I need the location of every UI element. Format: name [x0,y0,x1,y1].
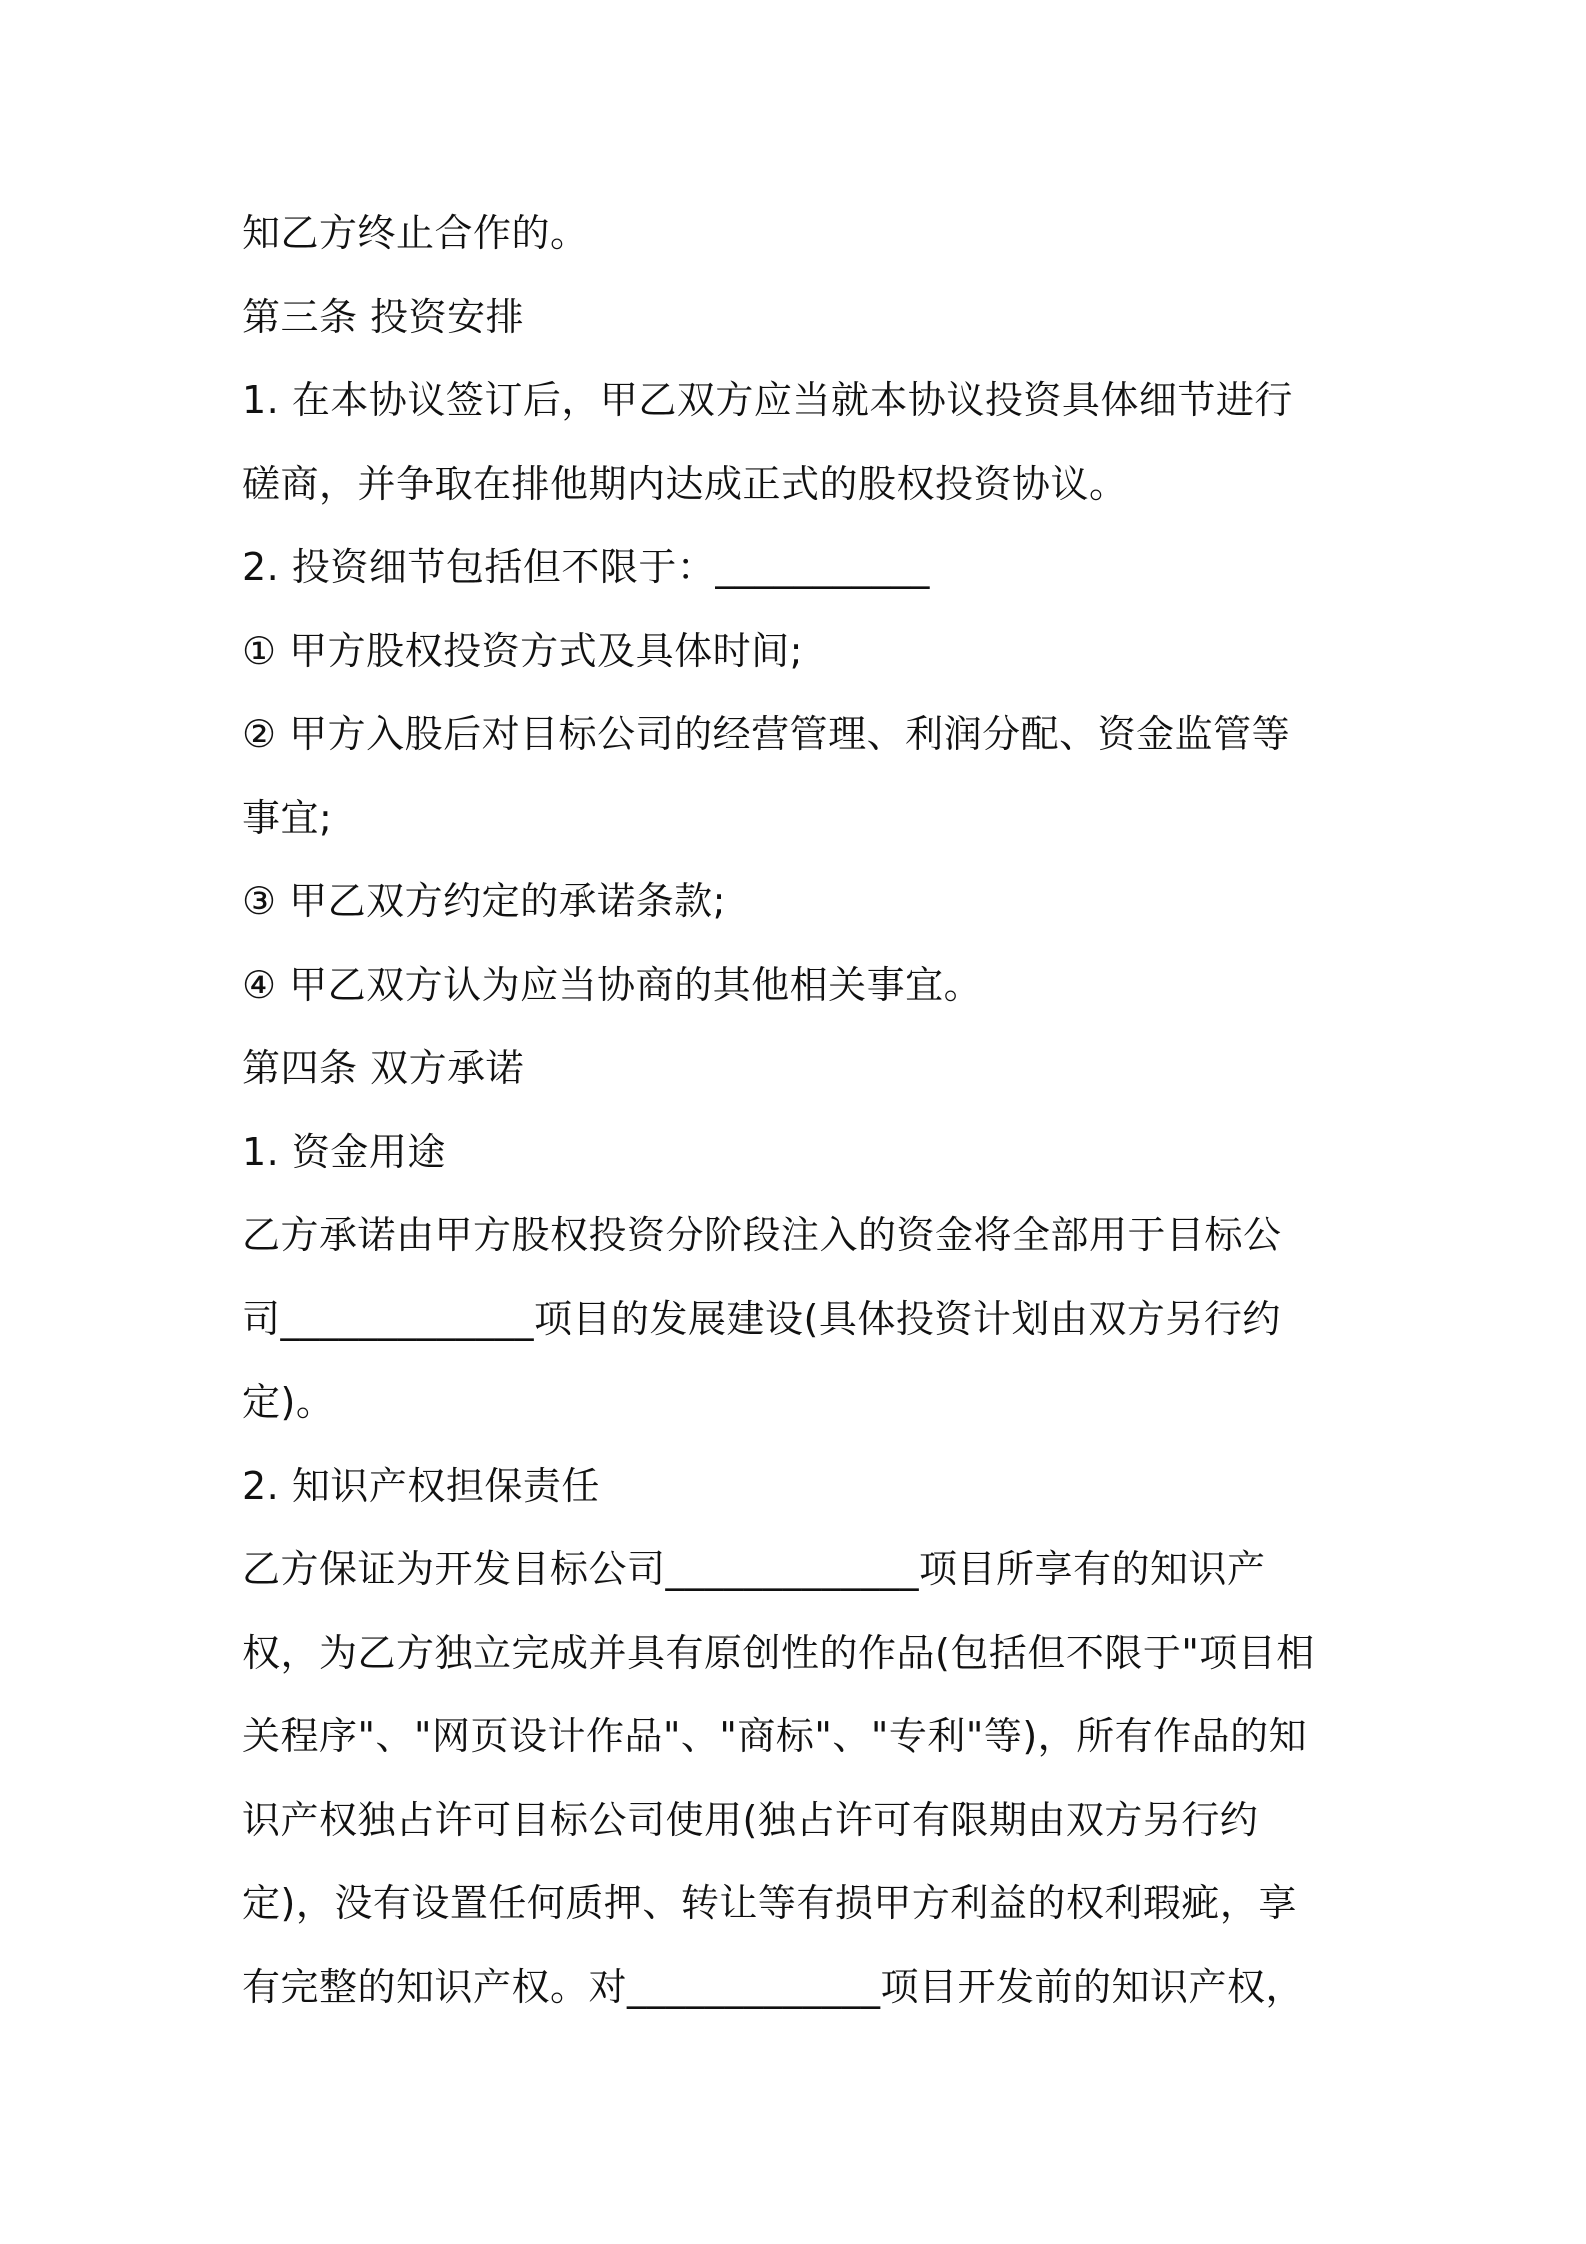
text-line: 定)。 [242,1380,335,1424]
subheading-ip-guarantee: 2. 知识产权担保责任 [242,1463,600,1508]
text-line: 乙方承诺由甲方股权投资分阶段注入的资金将全部用于目标公 [242,1213,1282,1257]
list-item: ④ 甲乙双方认为应当协商的其他相关事宜。 [242,962,983,1007]
document-page [242,192,1362,2029]
text-line: 磋商，并争取在排他期内达成正式的股权投资协议。 [242,461,1128,506]
text-line: 权，为乙方独立完成并具有原创性的作品(包括但不限于"项目相 [242,1630,1315,1675]
list-item: ① 甲方股权投资方式及具体时间; [242,628,803,673]
section-heading-article-3: 第三条 投资安排 [242,294,525,339]
text-line: 有完整的知识产权。对_____________项目开发前的知识产权， [242,1964,1305,2009]
text-line: 1. 在本协议签订后，甲乙双方应当就本协议投资具体细节进行 [242,378,1293,422]
text-line: 事宜; [242,795,333,840]
list-item: ③ 甲乙双方约定的承诺条款; [242,879,726,923]
text-line: 2. 投资细节包括但不限于：___________ [242,545,930,589]
text-line: 司_____________项目的发展建设(具体投资计划由双方另行约 [242,1296,1281,1341]
subheading-fund-usage: 1. 资金用途 [242,1129,446,1174]
text-line: 定)，没有设置任何质押、转让等有损甲方利益的权利瑕疵，享 [242,1881,1297,1925]
text-line: 关程序"、"网页设计作品"、"商标"、"专利"等)，所有作品的知 [242,1714,1308,1758]
text-line: 乙方保证为开发目标公司_____________项目所享有的知识产 [242,1547,1266,1591]
text-line: 识产权独占许可目标公司使用(独占许可有限期由双方另行约 [242,1797,1259,1842]
text-line: 知乙方终止合作的。 [242,211,589,255]
section-heading-article-4: 第四条 双方承诺 [242,1046,525,1090]
list-item: ② 甲方入股后对目标公司的经营管理、利润分配、资金监管等 [242,712,1291,756]
